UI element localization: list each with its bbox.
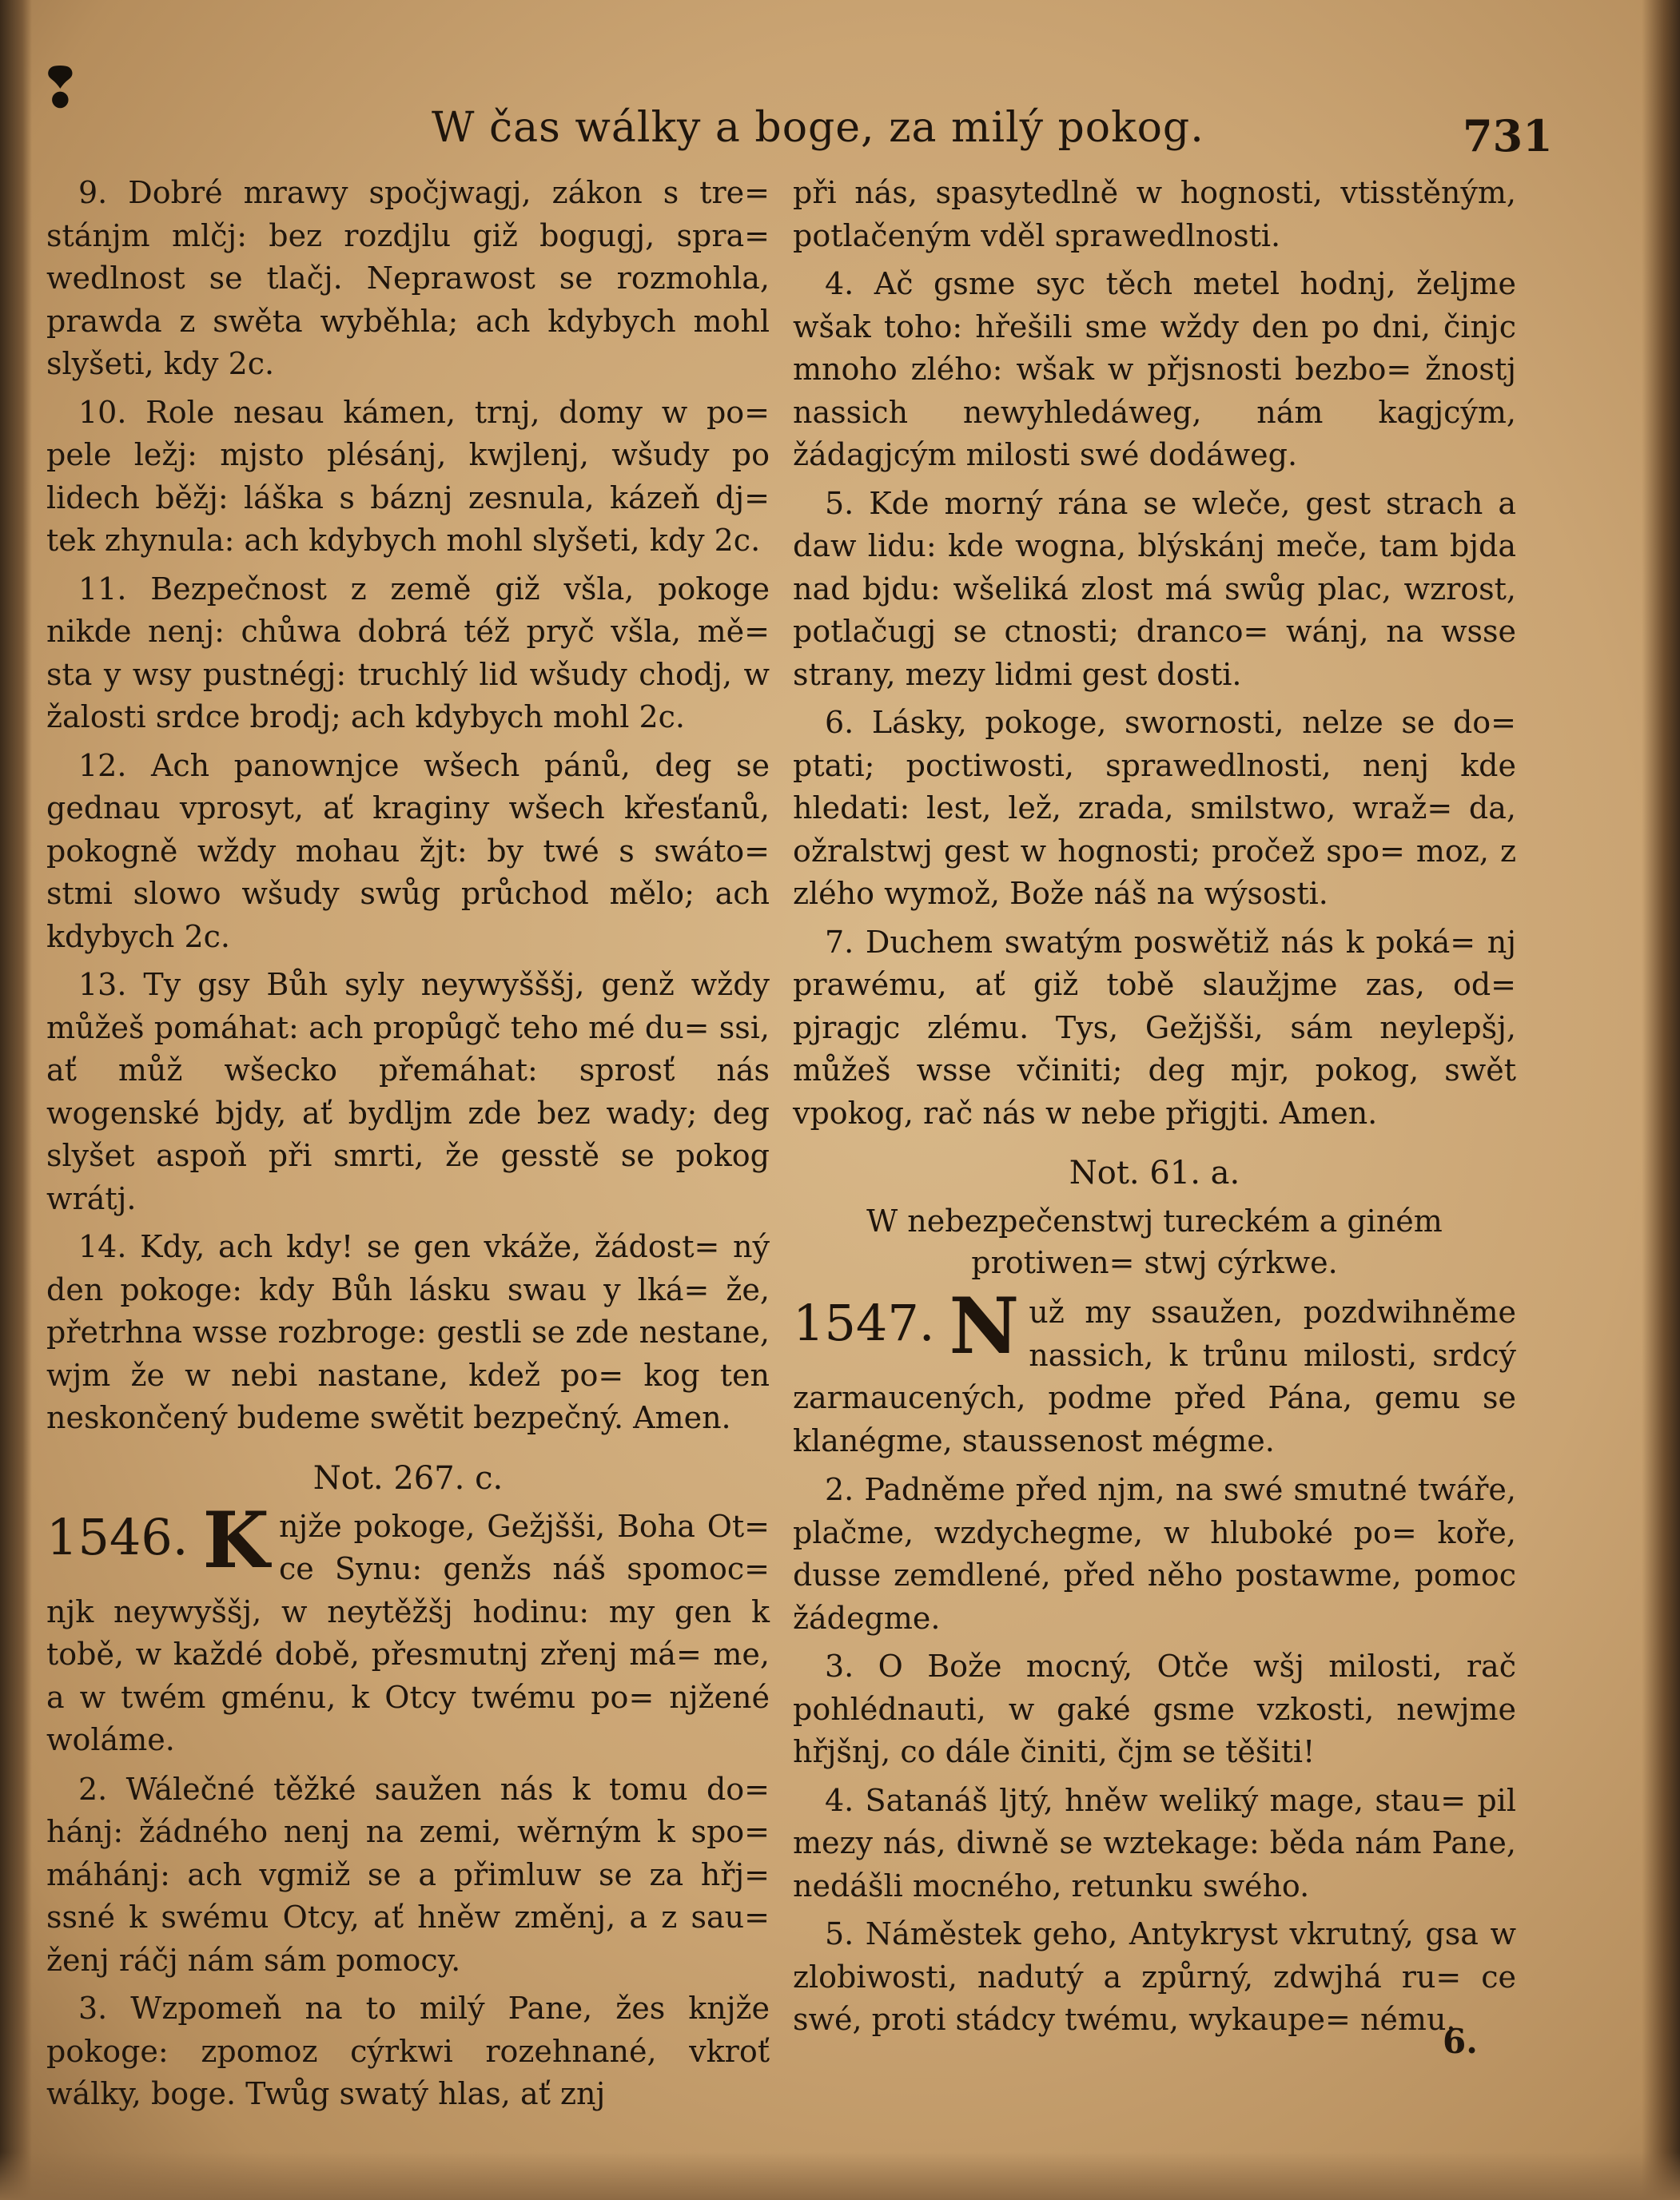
stanza: 2. Wálečné těžké saužen nás k tomu do= hánj: žádného nenj na zemi, wěrným k spo= máhánj: ach vgmiž se a přimluw se za hřj= ssné k swému Otcy, ať hněw změnj, a z sau= ženj ráčj nám sám pomocy. [46, 1771, 770, 1978]
stanza: 4. Satanáš ljtý, hněw weliký mage, stau= pil mezy nás, diwně se wztekage: běda nám Pane, nedášli mocného, retunku swého. [793, 1782, 1516, 1904]
hymn-title: W nebezpečenstwj tureckém a giném protiwen= stwj cýrkwe. [866, 1203, 1443, 1280]
stanza: 4. Ač gsme syc těch metel hodnj, željme wšak toho: hřešili sme wždy den po dni, činjc mnoho zlého: wšak w přjsnosti bezbo= žnostj nassich newyhledáweg, nám kagjcým, žádagjcým milosti swé dodáweg. [793, 266, 1516, 472]
hymn-start [46, 1494, 770, 1762]
stanza: 5. Náměstek geho, Antykryst vkrutný, gsa w zlobiwosti, nadutý a způrný, zdwjhá ru= ce swé, proti stádcy twému, wykaupe= nému. [793, 1916, 1516, 2037]
drop-cap: K [202, 1494, 269, 1585]
stanza: 2. Padněme před njm, na swé smutné twáře, plačme, wzdychegme, w hluboké po= koře, dusse zemdlené, před něho postawme, pomoc žádegme. [793, 1472, 1516, 1636]
stanza: 5. Kde morný rána se wleče, gest strach a daw lidu: kde wogna, blýskánj meče, tam bjda nad bjdu: wšeliká zlost má swůg plac, wzrost, potlačugj se ctnosti; dranco= wánj, na wsse strany, mezy lidmi gest dosti. [793, 485, 1516, 692]
left-column [46, 172, 770, 2122]
margin-ink-mark: ❢ [37, 55, 84, 121]
stanza: 13. Ty gsy Bůh syly neywyšššj, genž wždy můžeš pomáhat: ach propůgč teho mé du= ssi, ať můž wšecko přemáhat: sprosť nás wogenské bjdy, ať bydljm zde bez wady; deg slyšet aspoň při smrti, že gesstě se pokog wrátj. [46, 967, 770, 1216]
stanza: 3. Wzpomeň na to milý Pane, žes knjže pokoge: zpomoz cýrkwi rozehnané, vkroť wálky, boge. Twůg swatý hlas, ať znj [46, 1991, 770, 2111]
tune-note: Not. 267. c. [313, 1459, 504, 1497]
stanza: 14. Kdy, ach kdy! se gen vkáže, žádost= ný den pokoge: kdy Bůh lásku swau y lká= že, přetrhna wsse rozbroge: gestli se zde nestane, wjm že w nebi nastane, kdež po= kog ten neskončený budeme swětit bezpečný. Amen. [46, 1229, 770, 1435]
stanza: 7. Duchem swatým poswětiž nás k poká= nj prawému, ať giž tobě slaužjme zas, od= pjragjc zlému. Tys, Gežjšši, sám neylepšj, můžeš wsse včiniti; deg mjr, pokog, swět vpokog, rač nás w nebe přigjti. Amen. [793, 924, 1516, 1131]
page-edge-shadow [1642, 0, 1680, 2200]
stanza-continuation: při nás, spasytedlně w hognosti, vtisstěným, potlačeným vděl sprawedlnosti. [793, 175, 1516, 253]
stanza: 3. O Bože mocný, Otče wšj milosti, rač pohlédnauti, w gaké gsme vzkosti, newjme hřjšnj, co dále činiti, čjm se těšiti! [793, 1649, 1516, 1769]
page-header [48, 104, 1638, 168]
stanza: 12. Ach panownjce wšech pánů, deg se gednau vprosyt, ať kraginy wšech křesťanů, pokogně wždy mohau žjt: by twé s swáto= stmi slowo wšudy swůg průchod mělo; ach kdybych 2c. [46, 747, 770, 954]
stanza: 11. Bezpečnost z země giž všla, pokoge nikde nenj: chůwa dobrá též pryč všla, mě= sta y wsy pustnégj: truchlý lid wšudy chodj, w žalosti srdce brodj; ach kdybych mohl 2c. [46, 571, 770, 734]
tune-note: Not. 61. a. [1069, 1155, 1240, 1192]
hymn-start [793, 1281, 1516, 1462]
drop-cap: N [949, 1281, 1020, 1371]
book-gutter [0, 0, 32, 2200]
running-title: W čas wálky a boge, za milý pokog. [432, 104, 1204, 152]
hymn-number: 1546. [46, 1507, 189, 1566]
catchword: 6. [1443, 2022, 1478, 2061]
page-bottom-shadow [0, 2152, 1680, 2200]
hymn-number: 1547. [793, 1294, 935, 1352]
page-number: 731 [1463, 110, 1553, 161]
stanza: 10. Role nesau kámen, trnj, domy w po= pele ležj: mjsto plésánj, kwjlenj, wšudy po lidech běžj: láška s báznj zesnula, kázeň dj= tek zhynula: ach kdybych mohl slyšeti, kdy 2c. [46, 394, 770, 558]
hymn-first-stanza: už my ssaužen, pozdwihněme nassich, k trůnu milosti, srdcý zarmaucených, podme před Pána, gemu se klanégme, staussenost mégme. [793, 1295, 1516, 1458]
hymn-first-stanza: njže pokoge, Gežjšši, Boha Ot= ce Synu: genžs náš spomoc= njk neywyššj, w neytěžšj hodinu: my gen k tobě, w každé době, přesmutnj zřenj má= me, a w twém gménu, k Otcy twému po= njžené woláme. [46, 1508, 770, 1757]
stanza: 6. Lásky, pokoge, swornosti, nelze se do= ptati; poctiwosti, sprawedlnosti, nenj kde hledati: lest, lež, zrada, smilstwo, wraž= da, ožralstwj gest w hognosti; pročež spo= moz, z zlého wymož, Bože náš na wýsosti. [793, 705, 1516, 911]
right-column [793, 172, 1516, 2047]
stanza: 9. Dobré mrawy spočjwagj, zákon s tre= stánjm mlčj: bez rozdjlu giž bogugj, spra= wedlnost se tlačj. Neprawost se rozmohla, prawda z swěta wyběhla; ach kdybych mohl slyšeti, kdy 2c. [46, 175, 770, 381]
